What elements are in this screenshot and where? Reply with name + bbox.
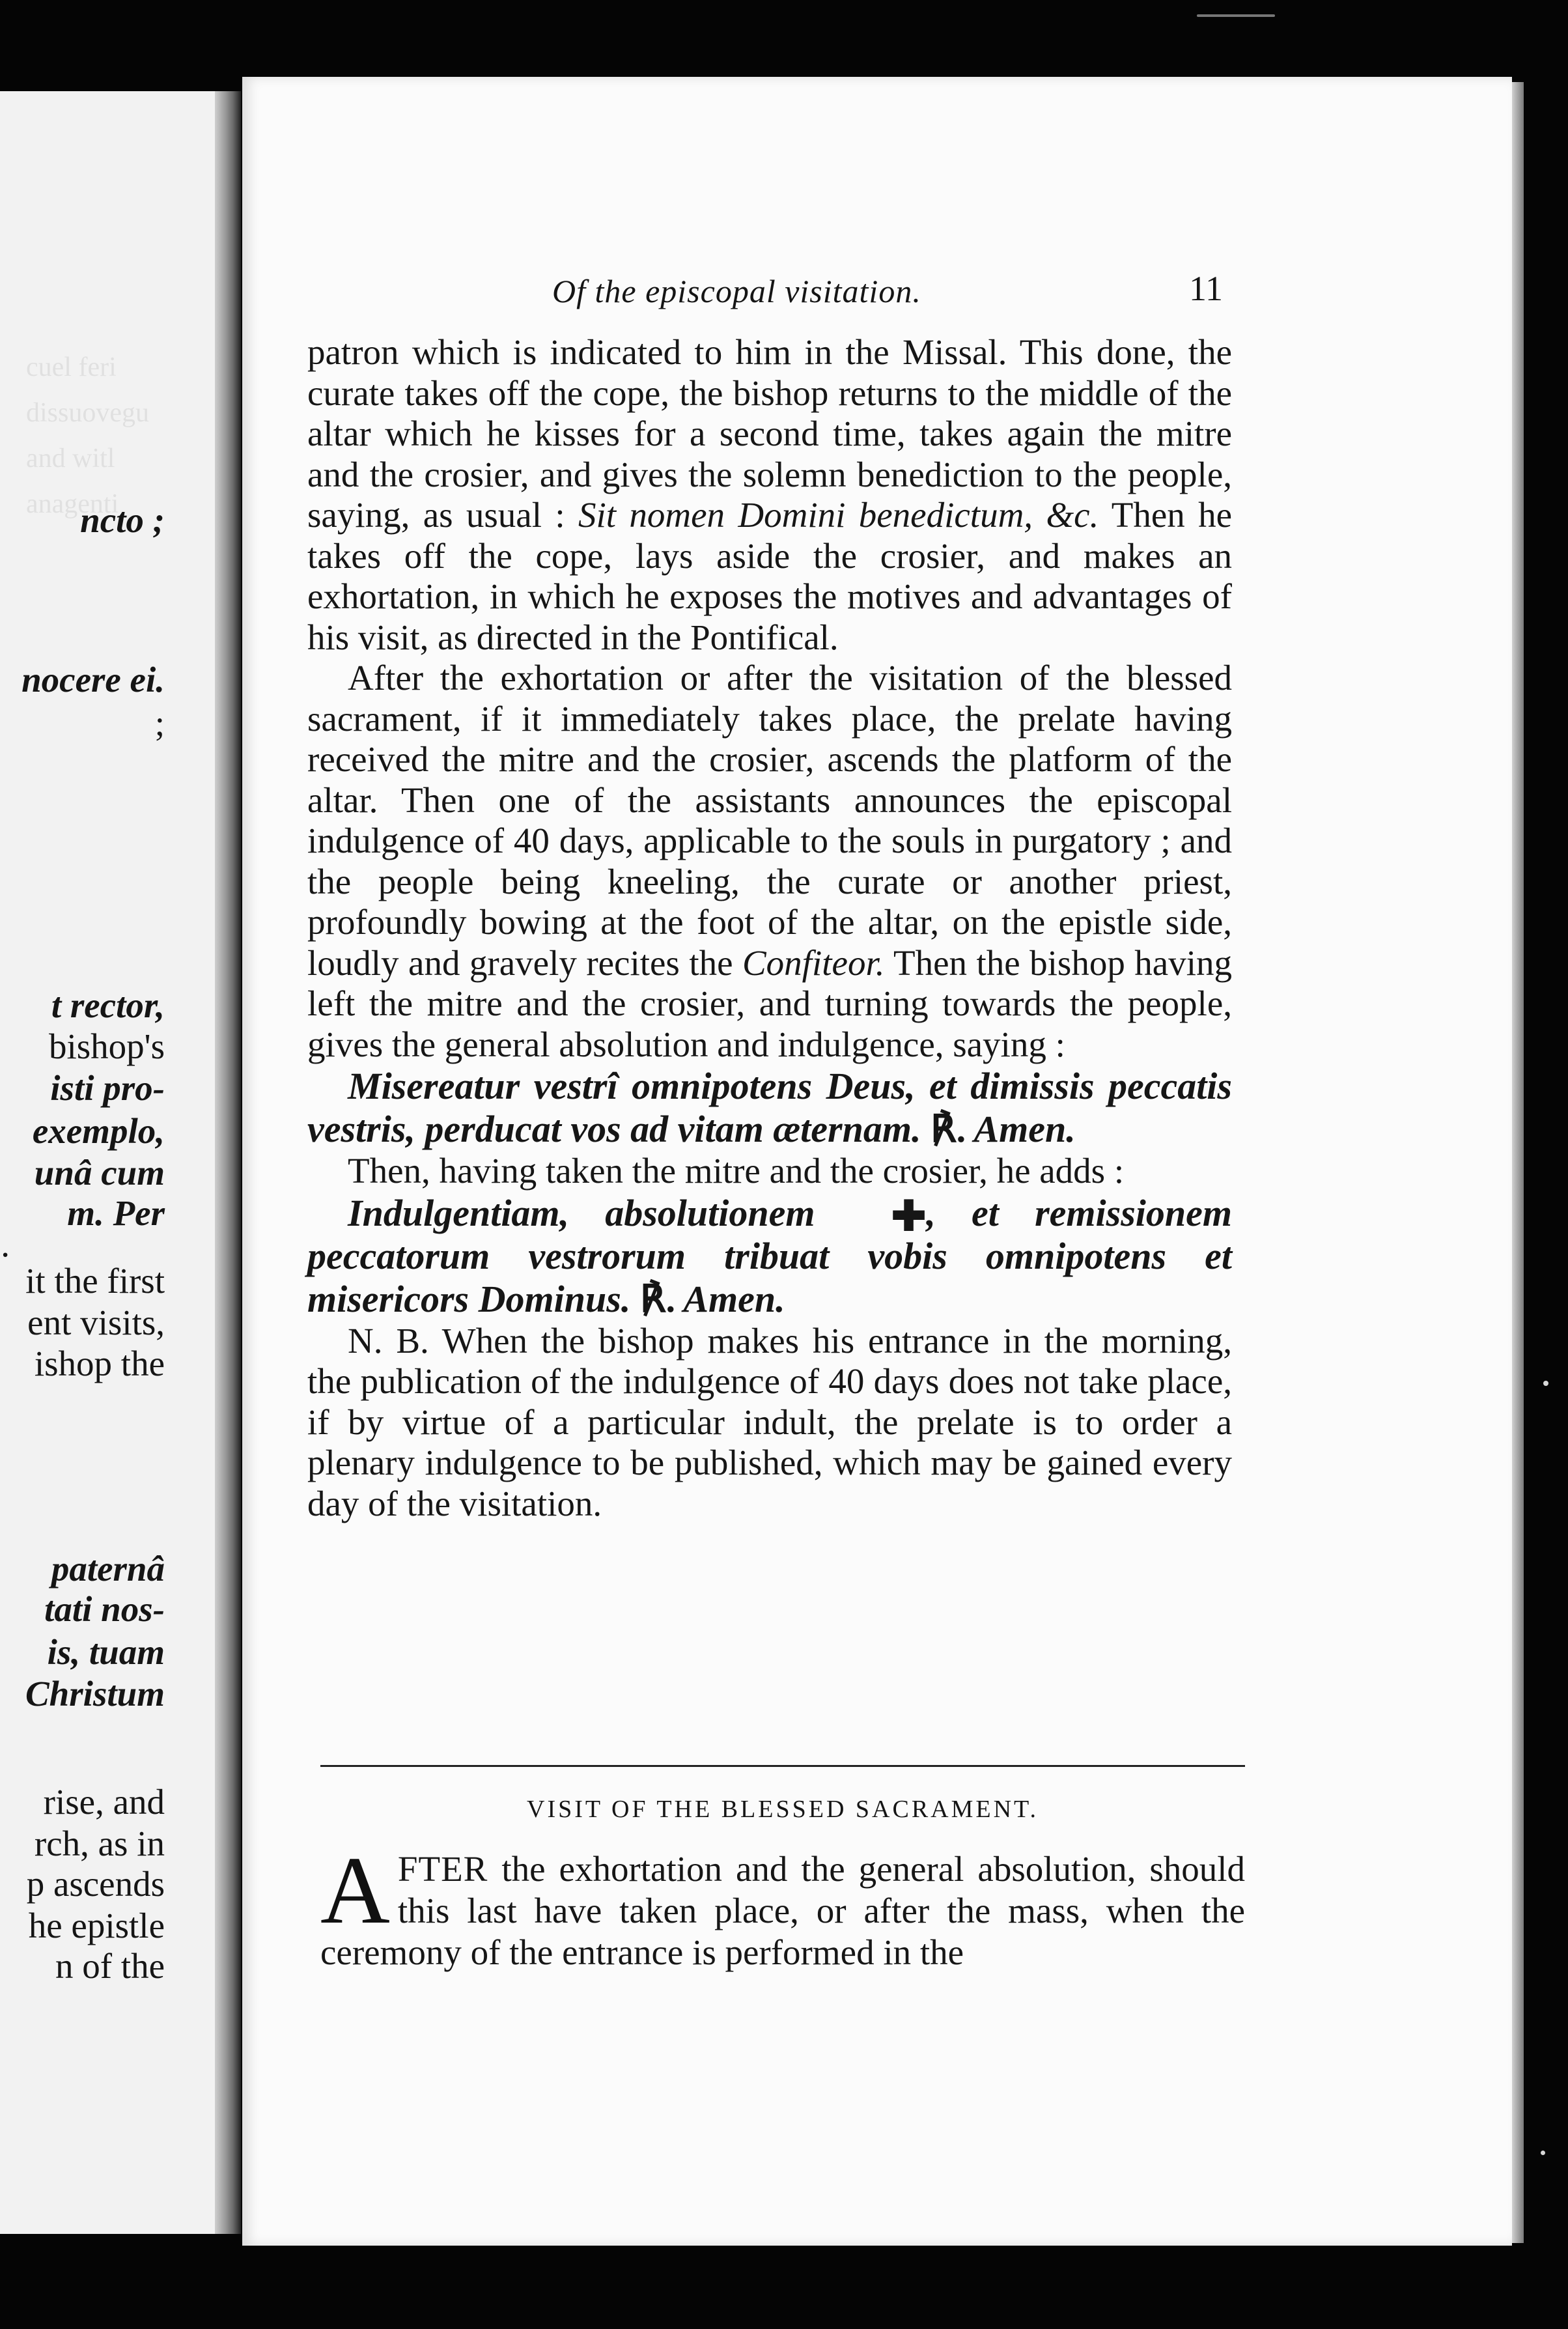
latin-term: Confiteor. xyxy=(742,942,885,983)
left-fragment: exemplo, xyxy=(32,1111,165,1151)
paragraph-text: After the exhortation or after the visitation of the blessed sacrament, if it immediately takes place, the prelate having received the mitre and the crosier, ascends the platform of the altar. Then one of the assistants announces the episcopal indulgence of 40 days, applicable to the souls in purgatory ; and the people being kneeling, the curate or another priest, profoundly bowing at the foot of the altar, on the epistle side, loudly and gravely recites the xyxy=(307,658,1232,983)
left-fragment: bishop's xyxy=(49,1026,165,1066)
left-fragment: unâ cum xyxy=(34,1153,165,1193)
section-text: the exhortation and the general absolution, should this last have taken place, or after the mass, when the ceremony of the entrance is performed in the xyxy=(320,1849,1245,1972)
lead-caps: FTER xyxy=(397,1849,488,1889)
left-fragment: n of the xyxy=(55,1946,165,1986)
paragraph-text: Then he takes off the cope, lays aside the crosier, and makes an exhortation, in which he exposes the motives and advantages of his visit, as directed in the Pontifical. xyxy=(307,495,1233,657)
body-text xyxy=(307,332,1232,1524)
paragraph-2 xyxy=(307,658,1232,1065)
left-fragment: t rector, xyxy=(51,985,165,1025)
book-gutter xyxy=(215,91,241,2234)
paragraph-1 xyxy=(307,332,1232,658)
paragraph-text: Then the bishop having left the mitre and the crosier, and turning towards the people, gives the general absolution and indulgence, saying : xyxy=(307,942,1232,1064)
latin-text: Indulgentiam, absolutionem xyxy=(348,1191,815,1234)
response-mark: ℟. xyxy=(930,1108,966,1150)
left-fragment: rch, as in xyxy=(34,1824,165,1863)
latin-indulgence xyxy=(307,1192,1232,1321)
cross-icon: ✚ xyxy=(891,1193,927,1240)
paragraph-text: N. B. When the bishop makes his entrance in the morning, the publication of the indulgence of 40 days does not take place, if by virtue of a particular indult, the prelate is to order a plenary indulgence to be published, which may be gained every day of the visitation. xyxy=(307,1320,1232,1523)
bleed-through-text: and witl xyxy=(26,444,115,473)
page-edge xyxy=(1512,82,1524,2243)
scan-speck xyxy=(1543,1381,1548,1386)
left-fragment: nocere ei. xyxy=(21,660,165,699)
response-mark: ℟. xyxy=(639,1277,676,1320)
facing-page xyxy=(0,91,225,2234)
left-fragment: . xyxy=(1,1224,10,1264)
section-heading: VISIT OF THE BLESSED SACRAMENT. xyxy=(527,1796,1039,1823)
left-fragment: it the first xyxy=(25,1261,165,1301)
left-fragment: tati nos- xyxy=(44,1589,165,1629)
left-fragment: Christum xyxy=(25,1674,165,1714)
amen: Amen. xyxy=(973,1108,1076,1150)
latin-phrase: Sit nomen Domini benedictum, &c. xyxy=(578,495,1099,535)
left-fragment: rise, and xyxy=(43,1782,165,1822)
latin-text: Misereatur vestrî omnipotens Deus, et dimissis peccatis vestris, perducat vos ad vitam æternam. xyxy=(307,1065,1232,1150)
bleed-through-text: dissuovegu xyxy=(26,398,149,428)
left-fragment: p ascends xyxy=(26,1864,165,1904)
latin-text: , et remissionem peccatorum vestrorum tribuat vobis omnipotens et misericors Dominus. xyxy=(307,1191,1233,1320)
amen: Amen. xyxy=(683,1277,785,1320)
left-fragment: ishop the xyxy=(34,1344,165,1383)
scan-speck xyxy=(1541,2151,1545,2155)
left-fragment: ent visits, xyxy=(27,1303,165,1342)
bleed-through-text: anagenti xyxy=(26,489,119,519)
paragraph-text: patron which is indicated to him in the Missal. This done, the curate takes off the cope, the bishop returns to the middle of the altar which he kisses for a second time, takes again the mitre and the crosier, and gives the solemn benediction to the people, saying, as usual : xyxy=(307,332,1232,535)
left-fragment: isti pro- xyxy=(50,1068,165,1108)
left-fragment: ; xyxy=(154,703,165,743)
running-header: Of the episcopal visitation. xyxy=(552,273,921,309)
left-fragment: he epistle xyxy=(28,1906,165,1945)
left-fragment: is, tuam xyxy=(47,1632,165,1672)
bleed-through-text: cuel feri xyxy=(26,352,117,382)
latin-absolution xyxy=(307,1065,1232,1151)
left-fragment: paternâ xyxy=(51,1549,165,1588)
left-fragment: m. Per xyxy=(67,1193,165,1233)
scan-speck xyxy=(1197,14,1275,17)
left-fragment: ncto ; xyxy=(80,500,165,540)
drop-cap: A xyxy=(320,1837,390,1944)
paragraph-3 xyxy=(307,1151,1232,1192)
paragraph-text: Then, having taken the mitre and the crosier, he adds : xyxy=(348,1151,1125,1191)
page-number: 11 xyxy=(1189,269,1223,308)
section-body xyxy=(320,1837,1245,1973)
nota-bene xyxy=(307,1321,1232,1525)
section-rule xyxy=(320,1765,1245,1767)
